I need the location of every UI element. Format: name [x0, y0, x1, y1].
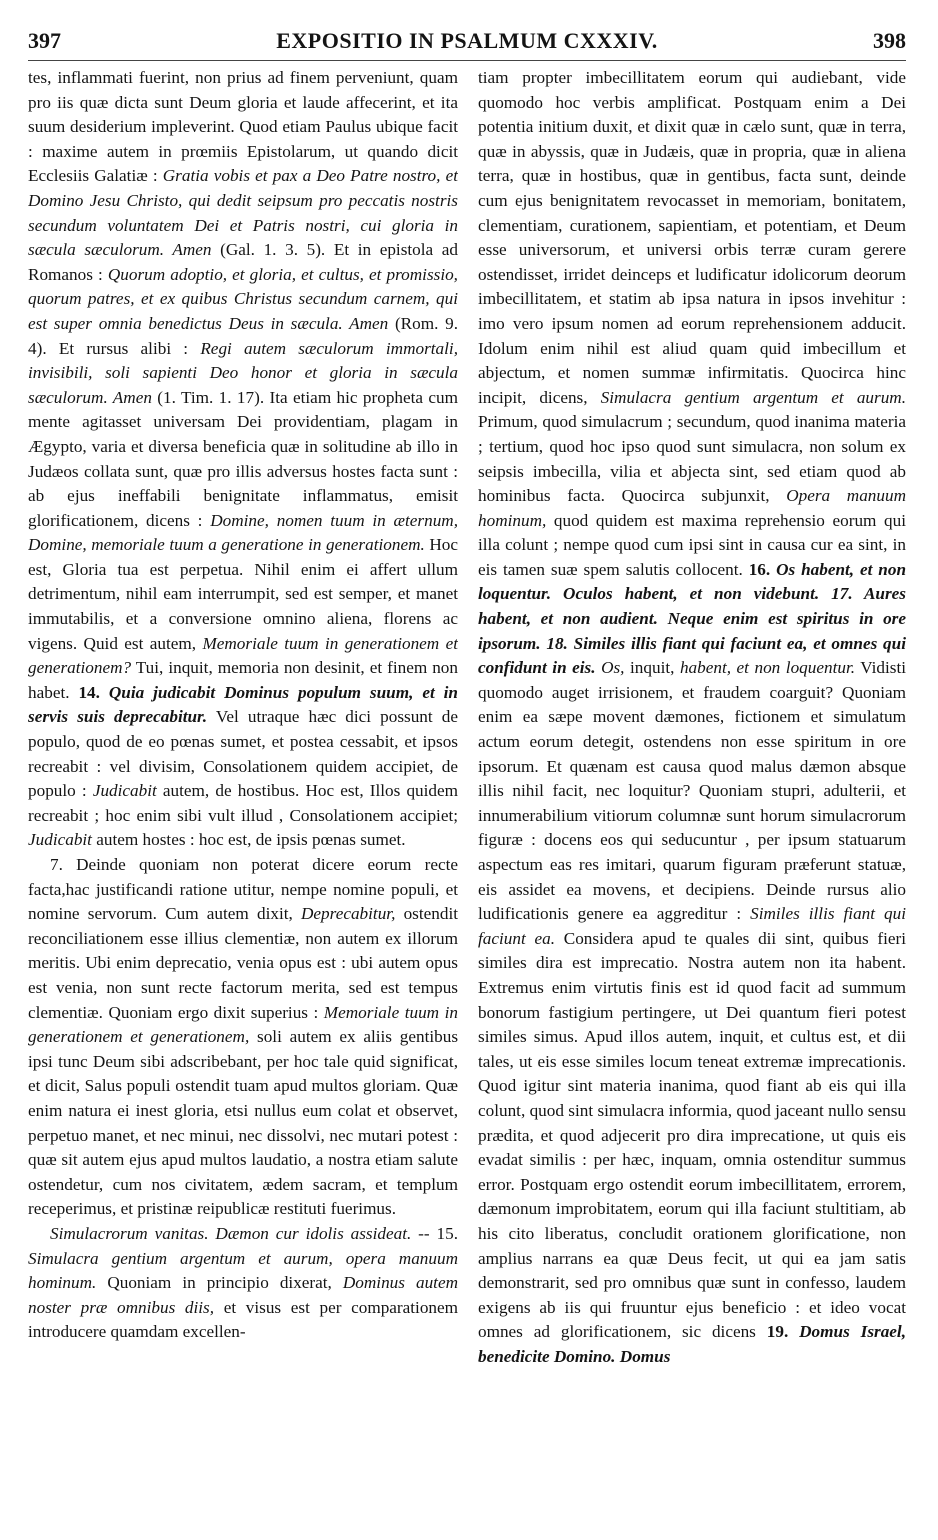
text-run: Similes illis fiant qui faciunt ea. [478, 904, 906, 948]
text-run: soli autem ex aliis gentibus ipsi tunc Deum sibi adscribebant, per hoc tale quid significat, et dicit, Salus populi ostendit tuam apud multos gloriam. Quæ enim natura ei inest gloria, etsi nullus eum colat et observet, perpetuo manet, et nec minui, nec dissolvi, nec mutari potest : quæ sit autem ejus apud multos laudatio, a nostra etiam salute ostendetur, cum nos civitatem, ædem sacram, et templum receperimus, et pristinæ reipublicæ restituti fuerimus. [28, 1027, 458, 1219]
left-paragraph-3 [28, 1222, 458, 1345]
text-run: (Rom. 9. 4). Et rursus alibi : [28, 313, 458, 358]
text-run: Tui, inquit, memoria non desinit, et finem non habet. [28, 658, 458, 702]
text-run: Domus Israel, benedicite Domino. Domus [478, 1322, 906, 1366]
text-run: Domine, nomen tuum in æternum, Domine, memoriale tuum a generatione in generationem. [28, 510, 458, 555]
page-number-right: 398 [873, 28, 906, 53]
right-column [478, 66, 906, 1526]
right-paragraph-1 [478, 66, 906, 1369]
text-run: Deprecabitur, [301, 904, 396, 924]
text-run: Considera apud te quales dii sint, quibus fieri similes dira est imprecatio. Nostra autem non ita habent. Extremus enim virtutis finis est id quod facit ad summum bonorum fastigium pertingere, ut Dei quantum fieri potest similes simus. Apud illos autem, inquit, et cultus est, et dii tales, ut eis esse similes locum teneat extremæ imprecationis. Quod igitur sint materia inanima, quod fiant ab eis qui illa colunt, quod sint simulacra informia, quod jaceant nullo sensu prædita, et quod adjecerit pro dira imprecatione, ut quis eis evadat similis : per hæc, inquam, omnia ostenditur summus error. Postquam ergo ostendit eorum imbecillitatem, errorem, dæmonum improbitatem, eorum qui illa faciunt stultitiam, ab his cito liberatus, concludit orationem glorificatione, non amplius narrans ea quæ Deus fecit, ut qui ea jam satis demonstrarit, sed pro omnibus quæ sunt in confesso, laudem exigens ab iis qui fruuntur ejus beneficio : et ideo vocat omnes ad glorificationem, sic dicens [478, 928, 906, 1342]
text-run: Os, [601, 658, 625, 678]
text-run: 14. [78, 682, 109, 702]
text-run: ostendit reconciliationem esse illius clementiæ, non autem ex illorum meritis. Ubi enim deprecatio, venia opus est : ubi autem opus est venia, non sunt recte factorum merita, sed est tempus clementiæ. Quoniam ergo dixit superius : [28, 904, 458, 1022]
text-run: Opera manuum hominum, [478, 486, 906, 530]
text-run: habent, et non loquentur. [679, 658, 856, 678]
running-header [28, 22, 906, 56]
text-run: Quorum adoptio, et gloria, et cultus, et promissio, quorum patres, et ex quibus Christus secundum carnem, qui est super omnia benedictus Deus in sæcula. Amen [28, 264, 458, 333]
text-run: (1. Tim. 1. 17). Ita etiam hic propheta cum mente agitasset universam Dei providentiam, plagam in Ægypto, varia et diversa beneficia quæ in solitudine ab illo in Judæos collata sunt, quæ pro illis adversus hostes facta sunt : ab ejus ineffabili benignitate inflammatus, emisit glorificationem, dicens : [28, 387, 458, 530]
text-run: tes, inflammati fuerint, non prius ad finem perveniunt, quam pro iis quæ dicta sunt Deum gloria et laude affecerint, et ita suum desiderium impleverint. Quod etiam Paulus ubique facit : maxime autem in prœmiis Epistolarum, ut quando dicit Ecclesiis Galatiæ : [28, 68, 458, 186]
text-run: (Gal. 1. 3. 5). Et in epistola ad Romanos : [28, 240, 458, 284]
text-run: Gratia vobis et pax a Deo Patre nostro, et Domino Jesu Christo, qui dedit seipsum pro peccatis nostris secundum voluntatem Dei et Patris nostri, cui gloria in sæcula sæculorum. Amen [28, 166, 458, 260]
text-run: tiam propter imbecillitatem eorum qui audiebant, vide quomodo hoc verbis amplificat. Postquam enim a Dei potentia initium duxit, et dixit quæ in cælo sunt, quæ in terra, quæ in abyssis, quæ in Judæis, quæ in propria, quæ in aliena terra, quæ in hostibus, quæ in gentibus, facta sunt, deinde cum ejus benignitatem revocasset in memoriam, bonitatem, clementiam, curationem, sapientiam, et potentiam, et Deum esse universorum, et universi orbis terræ curam gerere ostendisset, irridet deinceps et ludificatur idolicorum deorum imbecillitatem, et statim ab ipsa natura in ipsos invehitur : imo vero ipsum nomen ad eorum reprehensionem adducit. Idolum enim nihil est aliud quam quid imbecillum et abjectum, et nomen summæ infirmitatis. Quocirca hinc incipit, dicens, [478, 68, 906, 407]
text-run: Vidisti quomodo auget irrisionem, et fraudem coarguit? Quoniam enim ea sæpe movent dæmones, fictionem et simulatum actum eorum detegit, ostendens non esse spiritum in ore ipsorum. Et quænam est causa quod malus dæmon absque illis nihil facit, nec loquitur? Quoniam stupri, adulterii, et innumerabilium vitiorum columnæ sunt horum simulacrorum figuræ : docens eos qui seducuntur , per ipsum statuarum aspectum eas res imitari, quarum figuram præferunt statuæ, eis assidet ea movens, et decipiens. Deinde rursus alio ludificationis genere ea aggreditur : [478, 658, 906, 924]
page-number-left: 397 [28, 28, 61, 53]
text-run: Memoriale tuum in generationem et generationem? [28, 633, 458, 678]
text-run: Vel utraque hæc dici possunt de populo, quod de eo pœnas sumet, et postea cessabit, et ipsos recreabit : vel divisim, Consolationem quidem accipiet, de populo : [28, 707, 458, 801]
text-run: Memoriale tuum in generationem et generationem, [28, 1002, 458, 1047]
text-run: 7. Deinde quoniam non poterat dicere eorum recte facta,hac justificandi ratione utitur, nempe nomine populi, et nomine servorum. Cum autem dixit, [28, 855, 458, 924]
running-title: EXPOSITIO IN PSALMUM CXXXIV. [276, 28, 658, 53]
text-run: Judicabit [28, 830, 92, 850]
text-run: Regi autem sæculorum immortali, invisibili, soli sapienti Deo honor et gloria in sæcula sæculorum. Amen [28, 338, 458, 407]
text-run: quod quidem est maxima reprehensio eorum qui illa colunt ; nempe quod cum ipsi sint in causa cur ea sint, in eis tamen suæ spem salutis collocent. [478, 510, 906, 579]
text-run: Simulacrorum vanitas. Dæmon cur idolis assideat. [50, 1223, 412, 1243]
text-run: Quoniam in principio dixerat, [96, 1273, 343, 1293]
text-run: -- 15. [411, 1223, 458, 1243]
text-run: autem hostes : hoc est, de ipsis pœnas sumet. [91, 830, 406, 850]
text-run: Dominus autem noster præ omnibus diis, [28, 1273, 458, 1317]
text-run: Os habent, et non loquentur. Oculos habent, et non videbunt. 17. Aures habent, et non audient. Neque enim est spiritus in ore ipsorum. 18. Similes illis fiant qui faciunt ea, et omnes qui confidunt in eis. [478, 559, 906, 678]
left-paragraph-2 [28, 853, 458, 1222]
text-run: 19. [766, 1322, 800, 1342]
text-run: Simulacra gentium argentum et aurum, opera manuum hominum. [28, 1248, 458, 1293]
header-rule [28, 60, 906, 61]
text-run: Simulacra gentium argentum et aurum. [600, 387, 906, 407]
text-run: Hoc est, Gloria tua est perpetua. Nihil enim ei affert ullum detrimentum, nihil eam interrumpit, sed est semper, et manet immutabilis, et a conversione omnino aliena, florens ac vigens. Quid est autem, [28, 535, 458, 653]
text-run: 16. [748, 559, 777, 579]
left-paragraph-1 [28, 66, 458, 853]
text-run: inquit, [624, 658, 680, 678]
text-run: Judicabit [92, 781, 157, 801]
text-run: Primum, quod simulacrum ; secundum, quod inanima materia ; tertium, quod hoc ipso quod sunt simulacra, non solum ex seipsis imbecilla, vilia et abjecta sint, sed etiam quod ab hominibus facta. Quocirca subjunxit, [478, 412, 906, 506]
left-column [28, 66, 458, 1526]
text-run: autem, de hostibus. Hoc est, Illos quidem recreabit ; hoc enim sibi vult illud , Consolationem accipiet; [28, 781, 458, 825]
text-run: et visus est per comparationem introducere quamdam excellen- [28, 1297, 458, 1342]
text-run: Quia judicabit Dominus populum suum, et in servis suis deprecabitur. [28, 682, 458, 727]
